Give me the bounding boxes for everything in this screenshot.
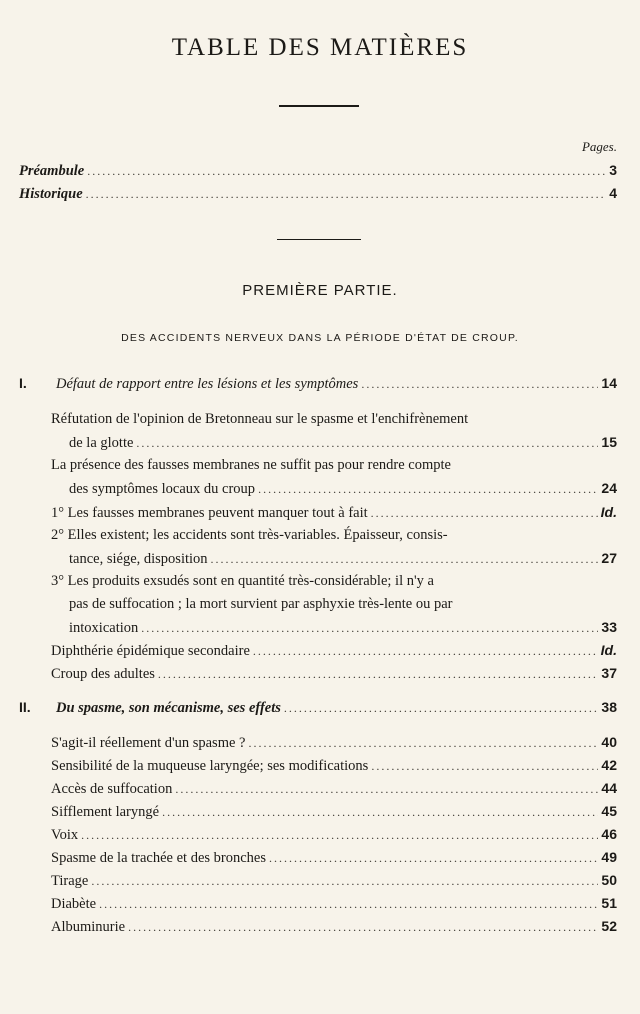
toc-entry — [51, 916, 617, 937]
leader-dots — [162, 802, 598, 822]
toc-entry-page: 33 — [601, 619, 617, 635]
section-heading — [56, 373, 617, 394]
leader-dots — [248, 733, 598, 753]
toc-entry-historique — [19, 183, 617, 204]
toc-entry-label: Accès de suffocation — [51, 781, 173, 797]
toc-entry-page: 42 — [601, 757, 617, 773]
toc-entry-page: Id. — [600, 504, 617, 520]
toc-entry-line: Réfutation de l'opinion de Bretonneau sur le spasme et l'enchifrènement — [51, 411, 469, 427]
leader-dots — [258, 479, 598, 499]
leader-dots — [128, 917, 598, 937]
leader-dots — [371, 503, 598, 523]
toc-entry-page: 40 — [601, 734, 617, 750]
toc-entry-label: Préambule — [19, 163, 85, 179]
toc-entry — [51, 502, 617, 523]
toc-entry — [51, 847, 617, 868]
toc-entry-page: 37 — [601, 665, 617, 681]
part-title: PREMIÈRE PARTIE. — [242, 282, 398, 299]
toc-entry — [51, 755, 617, 776]
section-heading-label: Du spasme, son mécanisme, ses effets — [56, 700, 281, 716]
section-heading — [56, 697, 617, 718]
leader-dots — [141, 618, 598, 638]
toc-entry-page: 38 — [601, 699, 617, 715]
leader-dots — [361, 374, 598, 394]
toc-entry-line: pas de suffocation ; la mort survient par asphyxie très-lente ou par — [69, 596, 453, 612]
toc-entry-label: 1° Les fausses membranes peuvent manquer tout à fait — [51, 505, 368, 521]
toc-entry — [51, 732, 617, 753]
toc-entry-label: tance, siége, disposition — [69, 551, 208, 567]
toc-entry-line: La présence des fausses membranes ne suffit pas pour rendre compte — [51, 457, 451, 473]
toc-entry — [51, 801, 617, 822]
toc-entry-page: 14 — [601, 375, 617, 391]
toc-entry — [69, 432, 617, 453]
toc-entry-line: 3° Les produits exsudés sont en quantité très-considérable; il n'y a — [51, 573, 434, 589]
toc-entry-preambule — [19, 160, 617, 181]
toc-entry-line: 2° Elles existent; les accidents sont très-variables. Épaisseur, consis- — [51, 527, 448, 543]
toc-entry-label: des symptômes locaux du croup — [69, 481, 256, 497]
toc-entry-page: 44 — [601, 780, 617, 796]
toc-entry-page: 15 — [601, 434, 617, 450]
leader-dots — [86, 184, 607, 204]
toc-entry-page: 27 — [601, 550, 617, 566]
leader-dots — [81, 825, 598, 845]
section-heading-label: Défaut de rapport entre les lésions et les symptômes — [56, 376, 359, 392]
toc-entry-label: Sifflement laryngé — [51, 804, 160, 820]
part-subtitle: DES ACCIDENTS NERVEUX DANS LA PÉRIODE D'ÉTAT DE CROUP. — [121, 332, 519, 344]
toc-entry — [69, 617, 617, 638]
toc-entry — [51, 778, 617, 799]
toc-entry-page: 50 — [601, 872, 617, 888]
toc-entry-page: 24 — [601, 480, 617, 496]
toc-entry-page: 3 — [609, 162, 617, 178]
toc-entry-label: Albuminurie — [51, 919, 126, 935]
leader-dots — [91, 871, 598, 891]
leader-dots — [136, 433, 598, 453]
toc-entry-page: 51 — [601, 895, 617, 911]
toc-entry — [51, 824, 617, 845]
leader-dots — [371, 756, 598, 776]
toc-entry-page: 46 — [601, 826, 617, 842]
leader-dots — [211, 549, 599, 569]
toc-entry-label: Diabète — [51, 896, 97, 912]
toc-entry — [51, 893, 617, 914]
toc-entry-label: Sensibilité de la muqueuse laryngée; ses modifications — [51, 758, 369, 774]
page-title: TABLE DES MATIÈRES — [171, 34, 469, 61]
leader-dots — [99, 894, 598, 914]
toc-entry — [51, 640, 617, 661]
toc-entry-page: 45 — [601, 803, 617, 819]
toc-entry-label: Voix — [51, 827, 79, 843]
section-number: II. — [19, 699, 31, 715]
leader-dots — [87, 161, 606, 181]
toc-entry-label: S'agit-il réellement d'un spasme ? — [51, 735, 246, 751]
toc-entry-page: Id. — [600, 642, 617, 658]
toc-entry-page: 52 — [601, 918, 617, 934]
leader-dots — [253, 641, 598, 661]
toc-entry-label: Tirage — [51, 873, 89, 889]
toc-entry-label: de la glotte — [69, 435, 134, 451]
title-divider — [279, 105, 359, 107]
pages-column-header: Pages. — [581, 139, 617, 154]
leader-dots — [284, 698, 599, 718]
toc-entry-label: Historique — [19, 186, 83, 202]
toc-entry-page: 49 — [601, 849, 617, 865]
leader-dots — [269, 848, 598, 868]
section-number: I. — [19, 375, 27, 391]
toc-entry — [51, 870, 617, 891]
toc-entry — [51, 663, 617, 684]
toc-entry-label: Spasme de la trachée et des bronches — [51, 850, 266, 866]
toc-entry-page: 4 — [609, 185, 617, 201]
toc-entry-label: intoxication — [69, 620, 139, 636]
section-divider — [277, 239, 361, 240]
toc-entry — [69, 478, 617, 499]
toc-entry-label: Croup des adultes — [51, 666, 155, 682]
leader-dots — [158, 664, 599, 684]
toc-entry-label: Diphthérie épidémique secondaire — [51, 643, 250, 659]
toc-entry — [69, 548, 617, 569]
leader-dots — [175, 779, 598, 799]
